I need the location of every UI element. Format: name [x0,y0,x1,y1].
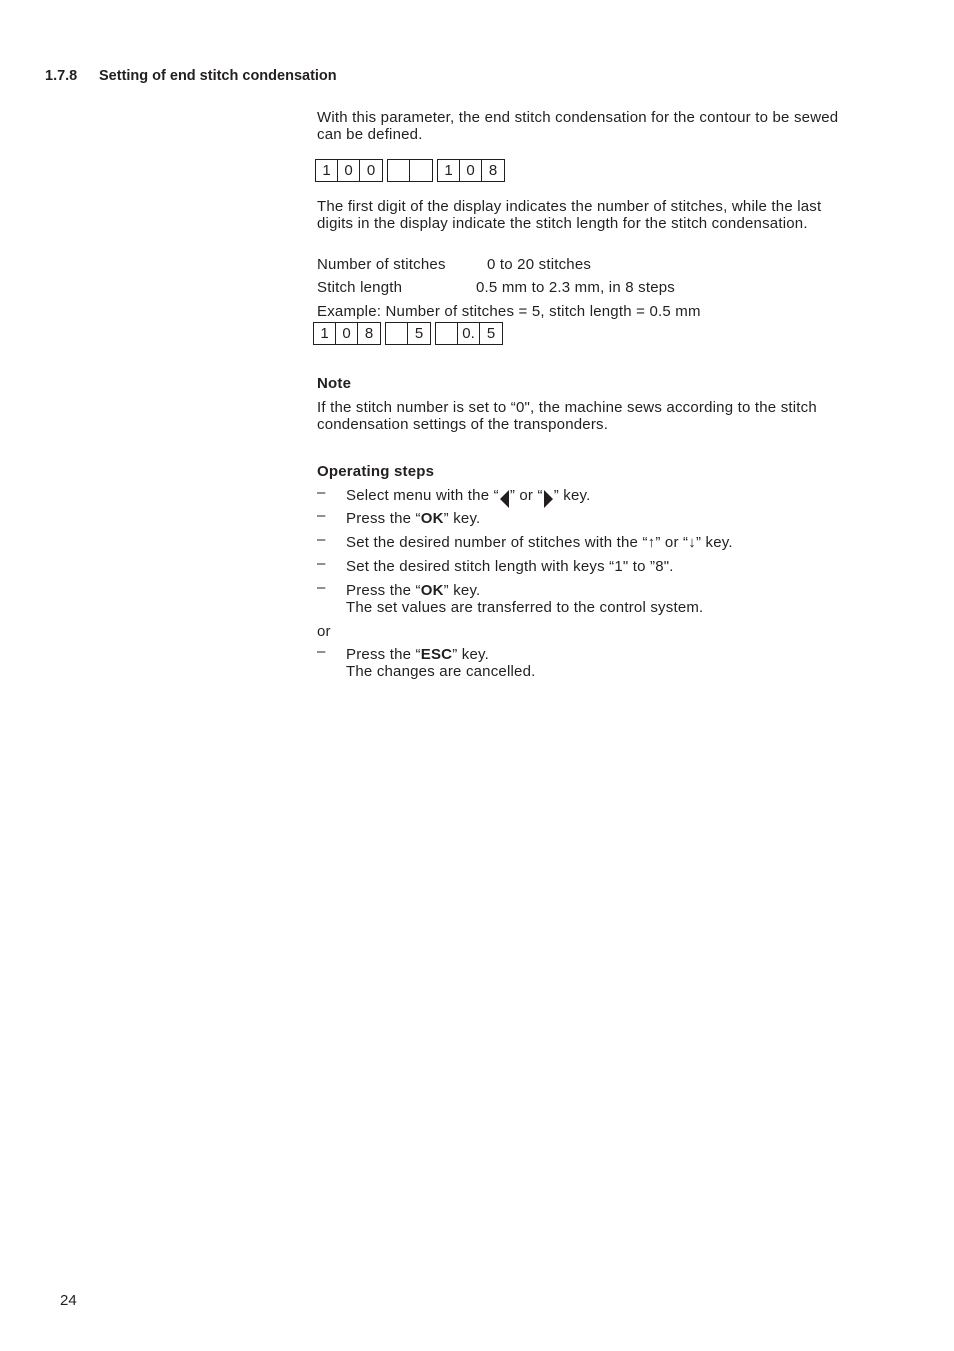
step-text: Press the “ [346,582,421,599]
or-text: or [317,623,331,640]
step-text: Select menu with the “ [346,487,499,504]
step-text: ” key. [452,646,489,663]
step-text: Set the desired stitch length with keys “1" to ”8". [346,558,674,575]
page-number: 24 [60,1292,77,1309]
param-label: Number of stitches [317,256,446,273]
intro-text: With this parameter, the end stitch condensation for the contour to be sewed can be defined. [317,109,839,143]
step-set-stitches [317,531,837,551]
step-set-length [317,555,837,575]
display-digit: 5 [414,325,424,342]
display-digit: 1 [438,160,460,181]
step-result-text: The changes are cancelled. [346,663,536,680]
note-text: If the stitch number is set to “0", the machine sews according to the stitch condensation settings of the transponders. [317,399,817,433]
step-text: ” or “ [509,487,543,504]
step-dash: – [317,531,326,548]
description-text: The first digit of the display indicates the number of stitches, while the last digits in the display indicate the stitch length for the stitch condensation. [317,198,822,232]
left-arrow-key-icon [500,490,509,508]
display-segment-group [385,322,431,345]
step-text: Set the desired number of stitches with the “ [346,534,648,551]
step-dash: – [317,484,326,501]
display-digit: 1 [314,323,336,344]
display-digit: 8 [488,162,498,179]
operating-steps-title: Operating steps [317,463,435,480]
step-text: ” key. [553,487,591,504]
display-digit [386,323,408,344]
param-value: 0.5 mm to 2.3 mm, in 8 steps [476,279,676,296]
step-dash: – [317,555,326,572]
display-digit: 5 [486,325,496,342]
step-dash: – [317,507,326,524]
description-paragraph [317,198,857,232]
display-digit: 0 [366,162,376,179]
down-arrow-icon: ↓ [688,534,696,551]
step-text: Press the “ [346,646,421,663]
step-text: Press the “ [346,510,421,527]
display-digit: 8 [364,325,374,342]
step-text: ” or “ [655,534,689,551]
step-dash: – [317,643,326,660]
step-press-esc [317,643,837,680]
note-block [317,375,857,433]
display-digit: 0 [338,160,360,181]
intro-paragraph [317,109,857,143]
display-digit: 0 [460,160,482,181]
display-segment-group [435,322,503,345]
display-digit: 0 [336,323,358,344]
step-result-text: The set values are transferred to the control system. [346,599,704,616]
step-dash: – [317,579,326,596]
step-text: ” key. [443,510,481,527]
display-segment-group [315,159,383,182]
step-text: ” key. [443,582,481,599]
example-text: Example: Number of stitches = 5, stitch length = 0.5 mm [317,303,701,320]
step-text: ” key. [695,534,733,551]
section-title: Setting of end stitch condensation [99,68,337,84]
display-digit: 0. [458,323,480,344]
section-number: 1.7.8 [45,68,78,84]
display-digit [436,323,458,344]
param-value: 0 to 20 stitches [487,256,592,273]
display-initial [315,159,509,181]
display-example [313,322,507,344]
display-digit [388,160,410,181]
param-label: Stitch length [317,279,403,296]
note-title: Note [317,375,352,392]
display-segment-group [437,159,505,182]
display-digit [410,160,432,181]
ok-key-label: OK [420,582,444,599]
esc-key-label: ESC [420,646,453,663]
ok-key-label: OK [420,510,444,527]
display-segment-group [313,322,381,345]
display-segment-group [387,159,433,182]
up-arrow-icon: ↑ [647,534,656,551]
step-select-menu [317,484,837,508]
section-heading [45,68,337,84]
or-separator [317,623,837,640]
right-arrow-key-icon [544,490,553,508]
display-digit: 1 [316,160,338,181]
step-press-ok [317,507,837,527]
step-confirm-ok [317,579,837,616]
